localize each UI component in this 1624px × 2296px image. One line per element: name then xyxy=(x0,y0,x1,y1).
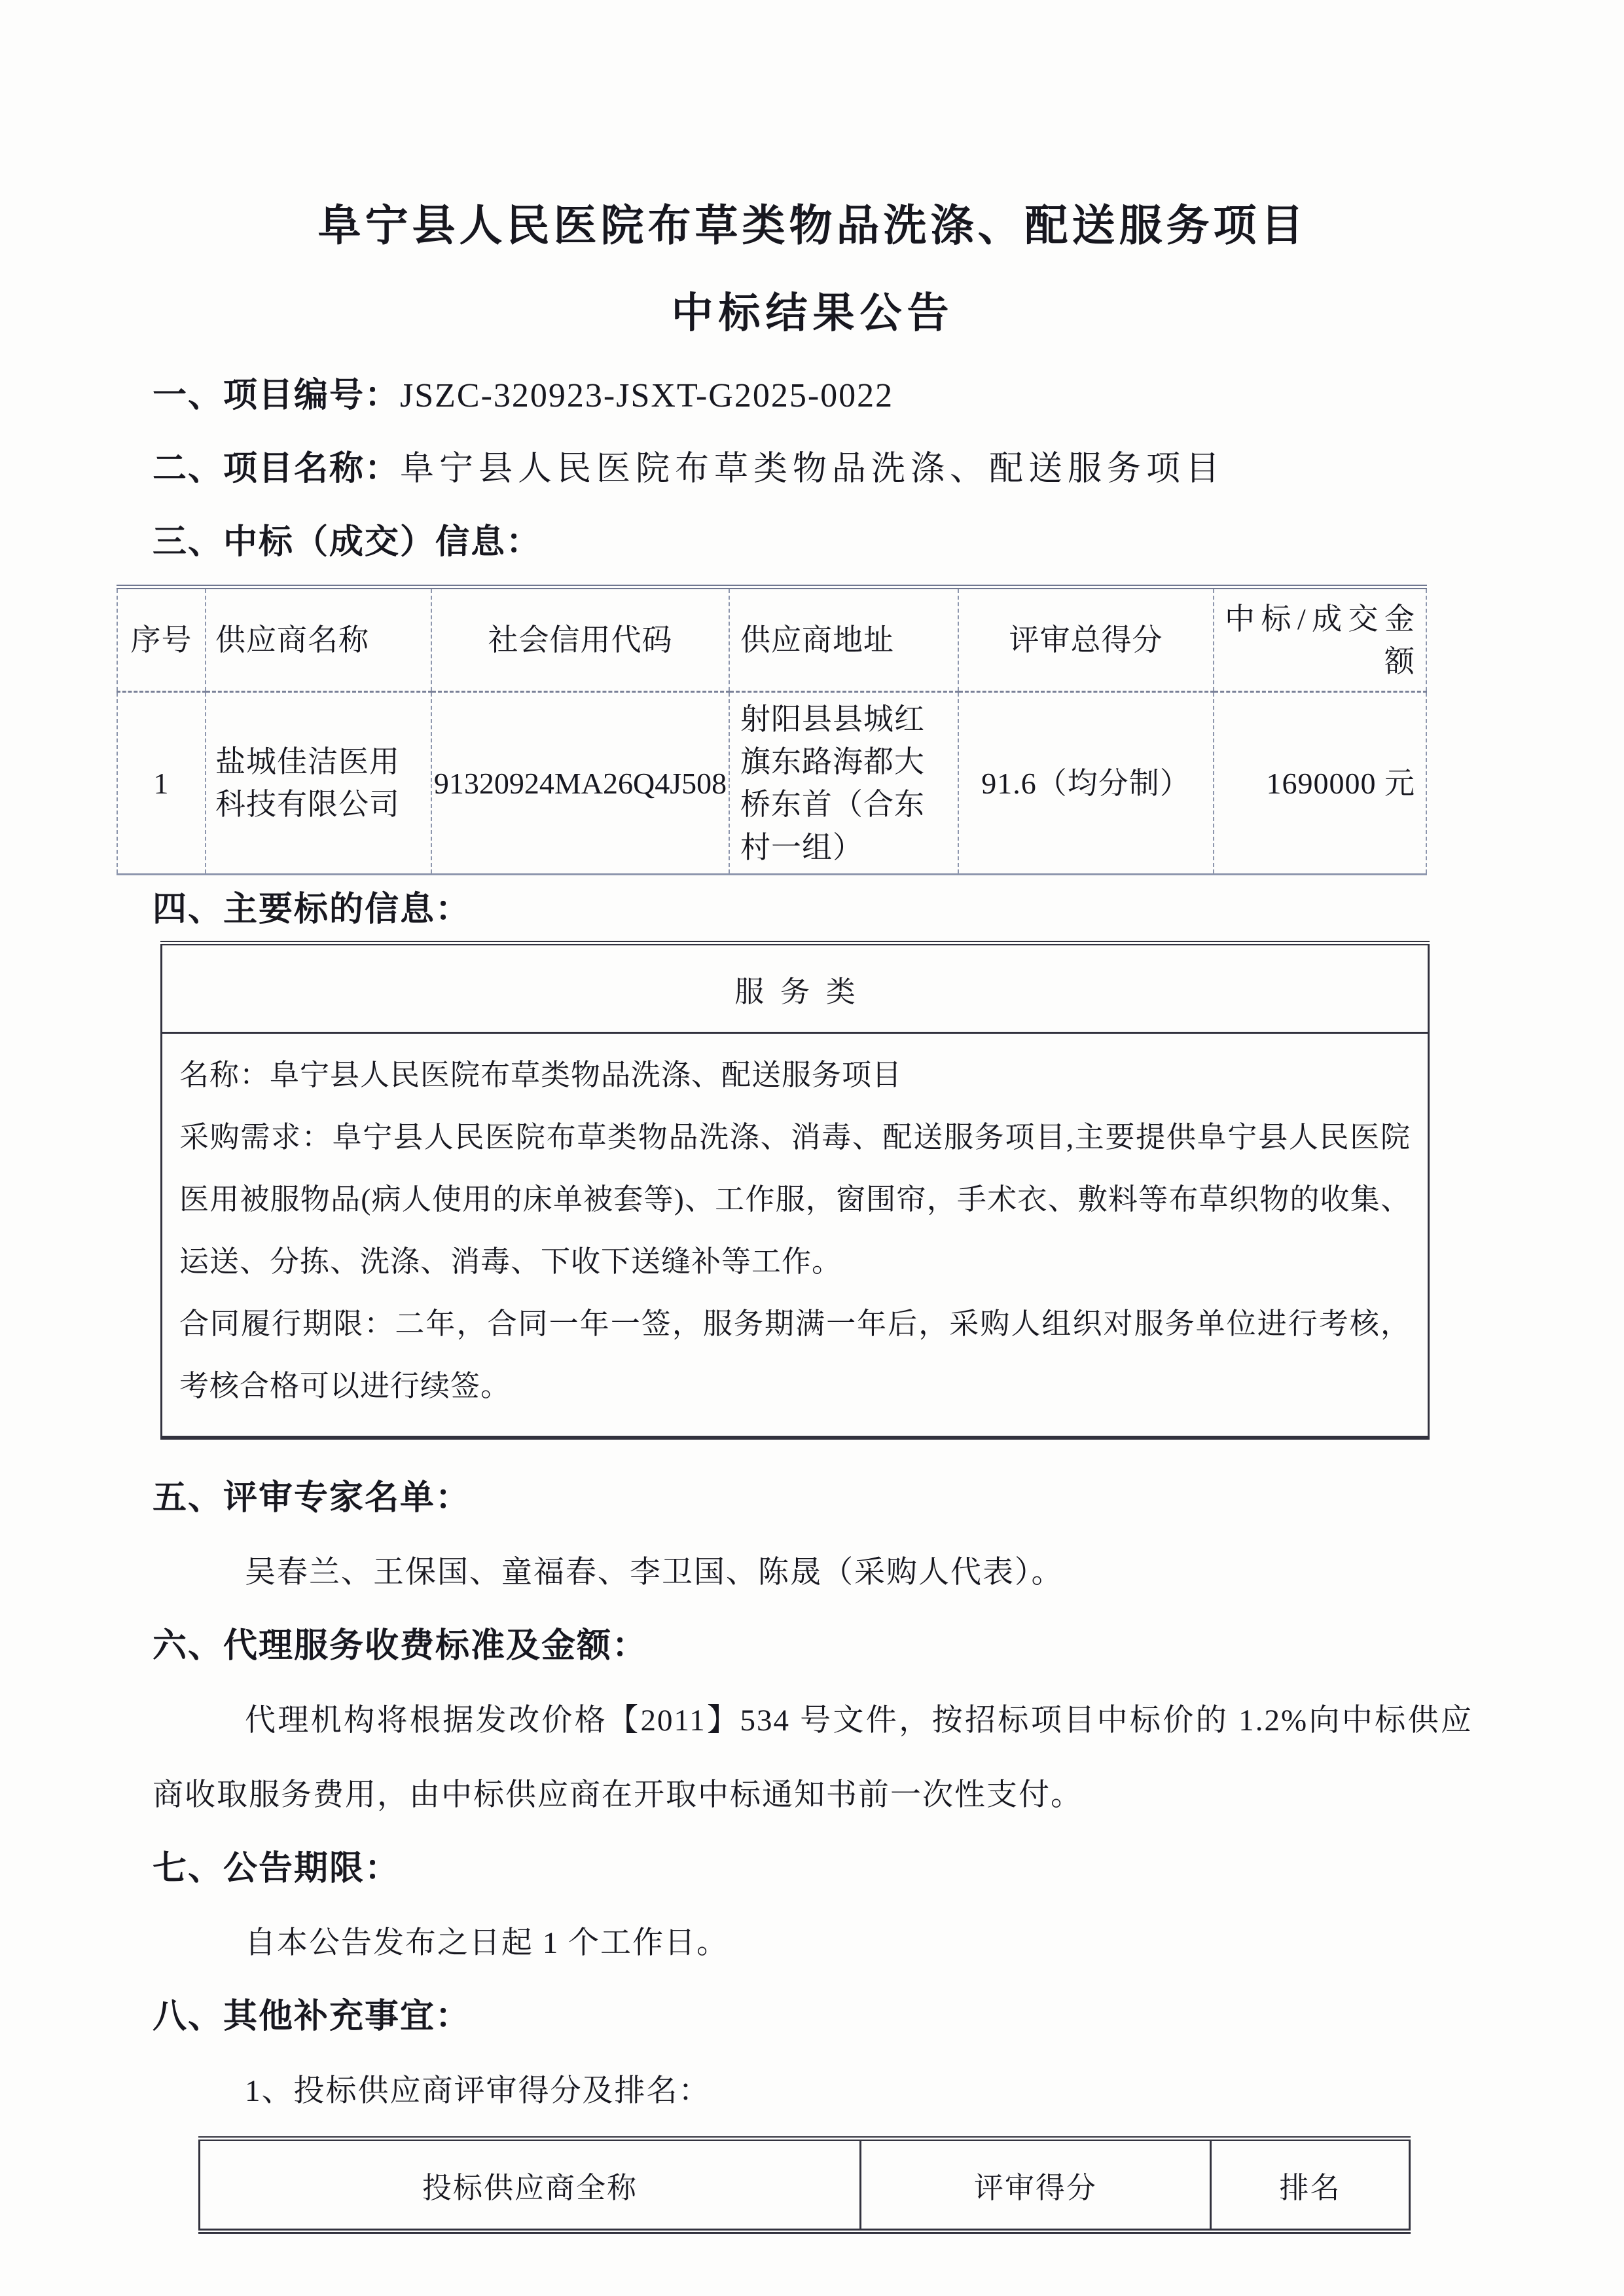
award-cell-address: 射阳县县城红旗东路海都大桥东首（合东村一组） xyxy=(729,692,958,875)
award-header-address: 供应商地址 xyxy=(729,587,958,692)
award-header-amount: 中标/成交金额 xyxy=(1214,587,1426,692)
doc-subtitle: 中标结果公告 xyxy=(671,289,954,337)
award-cell-score: 91.6（均分制） xyxy=(958,692,1214,875)
section-supplementary-label: 八、其他补充事宜： xyxy=(153,1998,471,2036)
subject-table-header-row xyxy=(162,943,1429,1033)
section-agency-fee-heading xyxy=(153,1610,1473,1683)
section-award-info-heading xyxy=(153,506,1473,579)
agency-fee-text: 代理机构将根据发改价格【2011】534 号文件，按招标项目中标价的 1.2%向中标供应商收取服务费用，由中标供应商在开取中标通知书前一次性支付。 xyxy=(153,1704,1473,1813)
section-subject-info-label: 四、主要标的信息： xyxy=(153,891,471,929)
section-notice-period-heading xyxy=(153,1832,1473,1906)
section-project-name-label: 二、项目名称： xyxy=(153,450,401,488)
project-number-value: JSZC-320923-JSXT-G2025-0022 xyxy=(400,377,894,415)
award-cell-seq: 1 xyxy=(117,692,206,875)
contract-term-text: 合同履行期限：二年，合同一年一签，服务期满一年后，采购人组织对服务单位进行考核，考核合格可以进行续签。 xyxy=(179,1307,1411,1403)
award-header-supplier: 供应商名称 xyxy=(206,587,431,692)
award-table-header-row xyxy=(117,587,1426,692)
rank-header-rank: 排名 xyxy=(1211,2139,1410,2232)
award-header-score: 评审总得分 xyxy=(958,587,1214,692)
service-category-header: 服务类 xyxy=(162,943,1429,1033)
notice-period-text: 自本公告发布之日起 1 个工作日。 xyxy=(245,1926,729,1961)
subject-table-body-cell xyxy=(162,1033,1429,1438)
rank-header-score: 评审得分 xyxy=(861,2139,1211,2232)
award-info-table xyxy=(117,585,1427,875)
purchase-demand-text: 采购需求：阜宁县人民医院布草类物品洗涤、消毒、配送服务项目,主要提供阜宁县人民医院医用被服物品(病人使用的床单被套等)、工作服，窗围帘，手术衣、敷料等布草织物的收集、运送、分拣、洗涤、消毒、下收下送缝补等工作。 xyxy=(179,1121,1411,1279)
award-cell-amount: 1690000 元 xyxy=(1214,692,1426,875)
award-cell-credit-code: 91320924MA26Q4J508 xyxy=(431,692,729,875)
section-project-name xyxy=(153,433,1473,506)
project-name-value: 阜宁县人民医院布草类物品洗涤、配送服务项目 xyxy=(400,450,1225,488)
award-table-data-row xyxy=(117,692,1426,875)
supplementary-sub-item: 1、投标供应商评审得分及排名： xyxy=(245,2074,711,2109)
section-award-info-label: 三、中标（成交）信息： xyxy=(153,524,542,562)
section-supplementary-heading xyxy=(153,1980,1473,2054)
rank-table xyxy=(198,2136,1411,2234)
section-agency-fee-label: 六、代理服务收费标准及金额： xyxy=(153,1628,648,1666)
section-project-number xyxy=(153,359,1473,433)
rank-header-supplier: 投标供应商全称 xyxy=(200,2139,861,2232)
section-notice-period-label: 七、公告期限： xyxy=(153,1850,401,1888)
subject-info-table xyxy=(160,941,1430,1440)
section-subject-info-heading xyxy=(153,888,1473,932)
award-header-credit-code: 社会信用代码 xyxy=(431,587,729,692)
subject-name-text: 名称：阜宁县人民医院布草类物品洗涤、配送服务项目 xyxy=(179,1059,903,1092)
doc-title: 阜宁县人民医院布草类物品洗涤、配送服务项目 xyxy=(317,202,1308,250)
top-sections xyxy=(153,359,1473,579)
section-project-number-label: 一、项目编号： xyxy=(153,377,401,415)
subject-table-body-row xyxy=(162,1033,1429,1438)
section-experts-heading xyxy=(153,1462,1473,1535)
award-header-seq: 序号 xyxy=(117,587,206,692)
experts-list-text: 吴春兰、王保国、童福春、李卫国、陈晟（采购人代表）。 xyxy=(245,1556,1064,1590)
award-cell-supplier: 盐城佳洁医用科技有限公司 xyxy=(206,692,431,875)
rank-table-header-row xyxy=(200,2139,1410,2232)
section-experts-label: 五、评审专家名单： xyxy=(153,1480,471,1518)
